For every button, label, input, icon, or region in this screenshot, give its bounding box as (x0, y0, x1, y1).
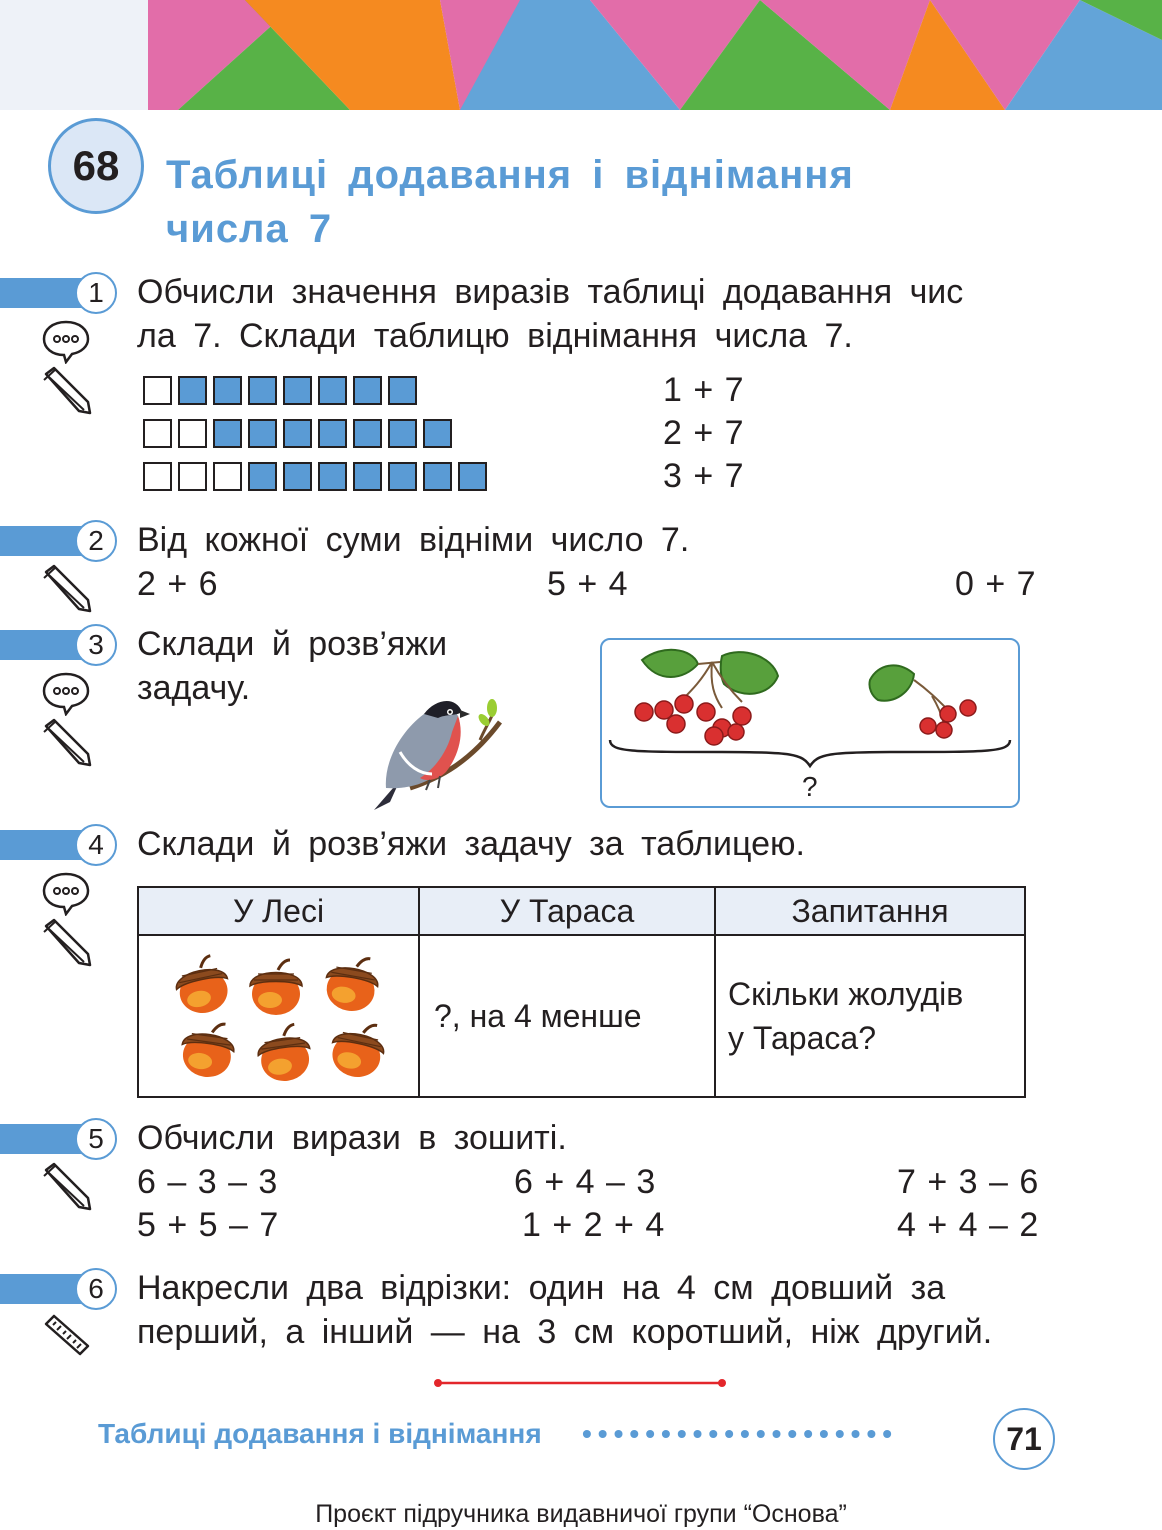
speech-bubble-icon (40, 670, 92, 716)
task-1-number: 1 (75, 272, 117, 314)
table-row (138, 935, 1025, 1097)
bullfinch-bird-illustration (360, 692, 510, 814)
task-1-line-2: ла 7. Склади таблицю віднімання числа 7. (137, 317, 853, 355)
task-4-table (137, 886, 1026, 1098)
red-segment (432, 1376, 728, 1390)
task-3-picture-box (600, 638, 1020, 808)
task-5-expression-5: 1 + 2 + 4 (522, 1206, 666, 1244)
page-number-badge (993, 1408, 1055, 1470)
table-header-taras: У Тараса (419, 887, 715, 935)
task-1-expression-3: 3 + 7 (663, 457, 745, 495)
footer-dots: •••••••••••••••••••• (582, 1418, 899, 1449)
task-6-line-1: Накресли два відрізки: один на 4 см довший за (137, 1269, 946, 1307)
title-line-1: Таблиці додавання і віднімання (166, 153, 854, 197)
table-cell-question (715, 935, 1025, 1097)
lesson-number-badge (48, 118, 144, 214)
speech-bubble-icon (40, 870, 92, 916)
lesson-number: 68 (72, 142, 120, 189)
publisher-note: Проєкт підручника видавничої групи “Основа” (315, 1500, 847, 1528)
task-2-expression-2: 5 + 4 (547, 565, 629, 603)
task-3-line-2: задачу. (137, 669, 251, 707)
task-2-number: 2 (75, 520, 117, 562)
task-1-line-1: Обчисли значення виразів таблиці додавання чис (137, 273, 964, 311)
task-1-expression-1: 1 + 7 (663, 371, 745, 409)
task-5-line-1: Обчисли вирази в зошиті. (137, 1119, 567, 1157)
task-4-line-1: Склади й розв’яжи задачу за таблицею. (137, 825, 805, 863)
speech-bubble-icon (40, 318, 92, 364)
task-6-number: 6 (75, 1268, 117, 1310)
task-5-expression-2: 6 + 4 – 3 (514, 1163, 657, 1201)
task-2-expression-3: 0 + 7 (955, 565, 1037, 603)
task-5-expression-4: 5 + 5 – 7 (137, 1206, 280, 1244)
task-1-expression-2: 2 + 7 (663, 414, 745, 452)
task-2-line-1: Від кожної суми відніми число 7. (137, 521, 690, 559)
pencil-icon (42, 1162, 92, 1212)
ruler-icon (42, 1312, 92, 1358)
task-2-expression-1: 2 + 6 (137, 565, 219, 603)
task-3-line-1: Склади й розв’яжи (137, 625, 448, 663)
footer-section-title: Таблиці додавання і віднімання (98, 1418, 542, 1449)
task-3-number: 3 (75, 624, 117, 666)
top-banner (0, 0, 1162, 110)
task-6-line-2: перший, а інший — на 3 см коротший, ніж другий. (137, 1313, 993, 1351)
acorns-illustration (140, 938, 417, 1094)
title-line-2: числа 7 (166, 207, 333, 251)
page-number: 71 (1006, 1420, 1042, 1457)
task-5-number: 5 (75, 1118, 117, 1160)
table-header-lesia: У Лесі (138, 887, 419, 935)
pencil-icon (42, 718, 92, 768)
task-3-question-mark: ? (802, 771, 819, 802)
task-5-expression-3: 7 + 3 – 6 (897, 1163, 1040, 1201)
table-header-row (138, 887, 1025, 935)
question-line-1: Скільки жолудів (728, 976, 964, 1012)
pencil-icon (42, 918, 92, 968)
table-cell-taras: ?, на 4 менше (419, 935, 715, 1097)
page-title (166, 148, 1066, 256)
table-header-question: Запитання (715, 887, 1025, 935)
task-5-expression-1: 6 – 3 – 3 (137, 1163, 279, 1201)
pencil-icon (42, 366, 92, 416)
task-4-number: 4 (75, 824, 117, 866)
table-cell-lesia (138, 935, 419, 1097)
pencil-icon (42, 564, 92, 614)
task-5-expression-6: 4 + 4 – 2 (897, 1206, 1040, 1244)
question-line-2: у Тараса? (728, 1020, 876, 1056)
